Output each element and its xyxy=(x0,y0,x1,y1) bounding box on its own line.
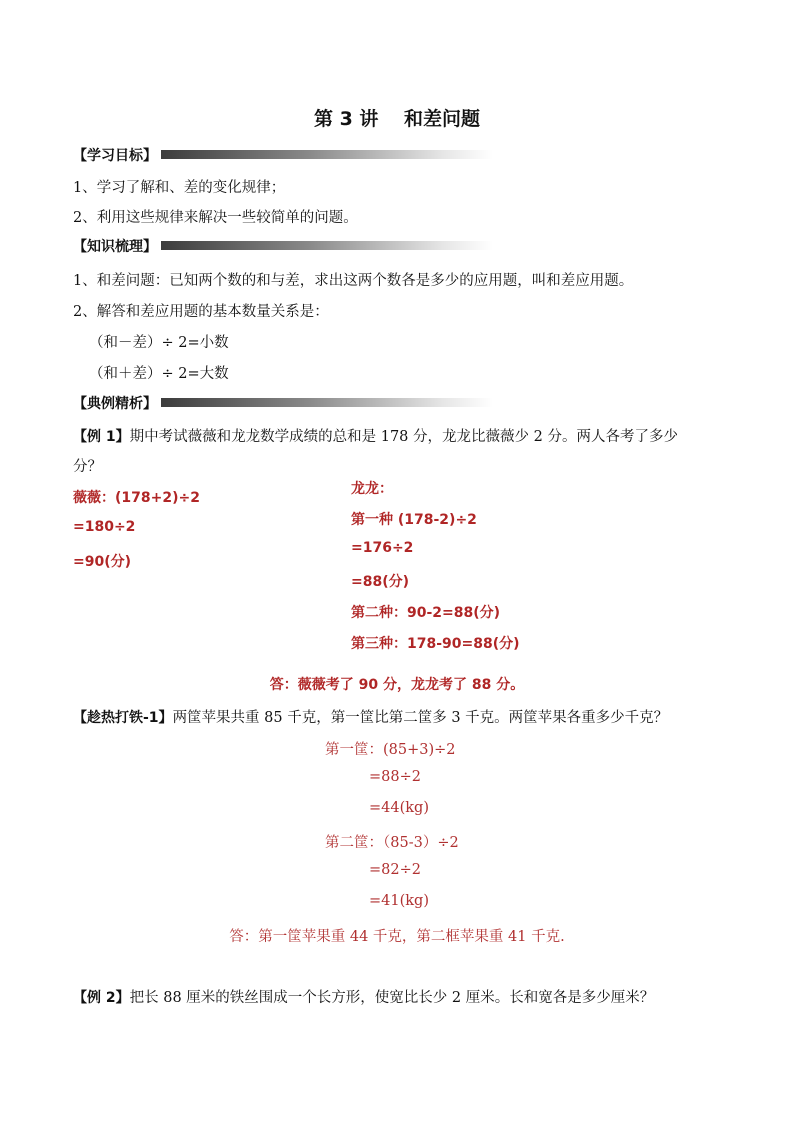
knowledge-item: 1、和差问题：已知两个数的和与差，求出这两个数各是多少的应用题，叫和差应用题。 xyxy=(73,273,634,289)
solution-line: 龙龙： xyxy=(351,481,393,497)
example1-question-cont: 分？ xyxy=(73,459,102,475)
question-text: 把长 88 厘米的铁丝围成一个长方形，使宽比长少 2 厘米。长和宽各是多少厘米？ xyxy=(129,990,655,1006)
section-label: 【典例精析】 xyxy=(73,396,157,412)
practice-step: =41(kg) xyxy=(369,893,429,909)
example2-question xyxy=(73,986,654,1007)
solution-line: =90(分) xyxy=(73,554,132,570)
section-header-knowledge xyxy=(73,239,503,255)
question-text: 期中考试薇薇和龙龙数学成绩的总和是 178 分，龙龙比薇薇少 2 分。两人各考了多少 xyxy=(129,429,678,445)
practice-tag: 【趁热打铁-1】 xyxy=(73,710,173,726)
solution-line: 薇薇：(178+2)÷2 xyxy=(73,490,200,506)
solution-line: =176÷2 xyxy=(351,540,414,556)
practice-step: 第一筐：(85+3)÷2 xyxy=(325,742,456,758)
solution-line: 第一种 (178-2)÷2 xyxy=(351,512,477,528)
practice1-answer xyxy=(0,925,794,946)
section-label: 【学习目标】 xyxy=(73,148,157,164)
solution-line: 第二种：90-2=88(分) xyxy=(351,605,501,621)
knowledge-item: 2、解答和差应用题的基本数量关系是： xyxy=(73,304,329,320)
page-title: 第 3 讲 和差问题 xyxy=(313,108,481,130)
example-tag: 【例 1】 xyxy=(73,429,130,445)
solution-line: 第三种：178-90=88(分) xyxy=(351,636,520,652)
practice-step: =88÷2 xyxy=(369,769,421,785)
example1-answer: 答：薇薇考了 90 分，龙龙考了 88 分。 xyxy=(269,677,525,693)
practice-step: 第二筐：（85-3）÷2 xyxy=(325,835,459,851)
practice1-question xyxy=(73,706,668,727)
answer-number: 44 xyxy=(349,929,369,945)
answer-text: 千克，第二框苹果重 xyxy=(368,929,509,945)
section-header-goals xyxy=(73,148,503,164)
question-text: 两筐苹果共重 85 千克，第一筐比第二筐多 3 千克。两筐苹果各重多少千克？ xyxy=(172,710,669,726)
practice-step: =82÷2 xyxy=(369,862,421,878)
formula-large: （和＋差）÷ 2=大数 xyxy=(89,366,229,382)
section-label: 【知识梳理】 xyxy=(73,239,157,255)
practice-step: =44(kg) xyxy=(369,800,429,816)
goal-item: 1、学习了解和、差的变化规律； xyxy=(73,180,286,196)
example1-question xyxy=(73,425,678,446)
goal-item: 2、利用这些规律来解决一些较简单的问题。 xyxy=(73,210,358,226)
section-gradient-bar xyxy=(161,398,493,407)
section-gradient-bar xyxy=(161,150,493,159)
section-gradient-bar xyxy=(161,241,493,250)
section-header-examples xyxy=(73,396,503,412)
answer-number: 41 xyxy=(508,929,527,945)
answer-text: 千克. xyxy=(526,929,565,945)
solution-line: =180÷2 xyxy=(73,519,136,535)
example-tag: 【例 2】 xyxy=(73,990,130,1006)
formula-small: （和－差）÷ 2=小数 xyxy=(89,335,229,351)
solution-line: =88(分) xyxy=(351,574,410,590)
answer-text: 答：第一筐苹果重 xyxy=(229,929,350,945)
